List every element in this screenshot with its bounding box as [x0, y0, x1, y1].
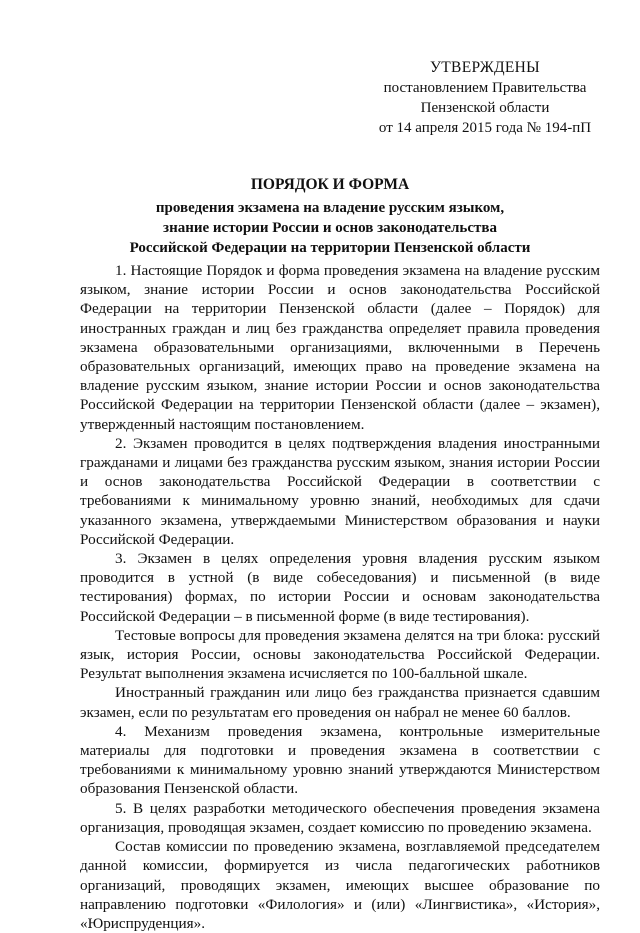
paragraph-4: 4. Механизм проведения экзамена, контрольные измерительные материалы для подготовки и проведения экзамена в соответствии с требованиями к минимальному уровню знаний утверждаются Министерством образования Пензенской области.	[80, 722, 600, 798]
approval-line-2: Пензенской области	[420, 100, 550, 116]
paragraph-2: 2. Экзамен проводится в целях подтверждения владения иностранными гражданами и лицами без гражданства русским языком, знания истории России и основ законодательства Российской Федерации в соответствии с требованиями к минимальному уровню знаний, необходимых для сдачи указанного экзамена, утверждаемыми Министерством образования и науки Российской Федерации.	[80, 434, 600, 548]
title-main: ПОРЯДОК И ФОРМА	[250, 176, 410, 193]
title-line-2: знание истории России и основ законодательства	[163, 220, 497, 236]
approval-line-3: от 14 апреля 2015 года № 194-пП	[378, 120, 592, 136]
paragraph-1: 1. Настоящие Порядок и форма проведения экзамена на владение русским языком, знание истории России и основ законодательства Российской Федерации на территории Пензенской области (далее – Порядок) для иностранных граждан и лиц без гражданства определяет правила проведения экзамена образовательными организациями, включенными в Перечень образовательных организаций, имеющих право на проведение экзамена на владение русским языком, знание истории России и основ законодательства Российской Федерации на территории Пензенской области (далее – экзамен), утвержденный настоящим постановлением.	[80, 262, 600, 433]
approval-heading: УТВЕРЖДЕНЫ	[430, 59, 540, 76]
paragraph-5: 5. В целях разработки методического обеспечения проведения экзамена организация, проводящая экзамен, создает комиссию по проведению экзамена.	[80, 799, 600, 836]
approval-stamp	[355, 58, 615, 138]
paragraph-3: 3. Экзамен в целях определения уровня владения русским языком проводится в устной (в виде собеседования) и письменной (в виде тестирования) формах, по истории России и основам законодательства Российской Федерации – в письменной форме (в виде тестирования).	[80, 550, 600, 625]
title-line-1: проведения экзамена на владение русским языком,	[155, 200, 505, 216]
approval-line-1: постановлением Правительства	[383, 80, 587, 96]
paragraph-3-test-blocks: Тестовые вопросы для проведения экзамена делятся на три блока: русский язык, история России, основы законодательства Российской Федерации. Результат выполнения экзамена исчисляется по 100-балльной шкале.	[80, 626, 600, 683]
document-body	[80, 261, 600, 933]
paragraph-3-passing-score: Иностранный гражданин или лицо без гражданства признается сдавшим экзамен, если по результатам его проведения он набрал не менее 60 баллов.	[80, 684, 600, 721]
title-line-3: Российской Федерации на территории Пензенской области	[129, 240, 531, 256]
paragraph-5-commission: Состав комиссии по проведению экзамена, возглавляемой председателем данной комиссии, формируется из числа педагогических работников организаций, проводящих экзамен, имеющих высшее образование по направлению подготовки «Филология» и (или) «Лингвистика», «История», «Юриспруденция».	[80, 838, 600, 932]
document-title	[80, 175, 580, 258]
